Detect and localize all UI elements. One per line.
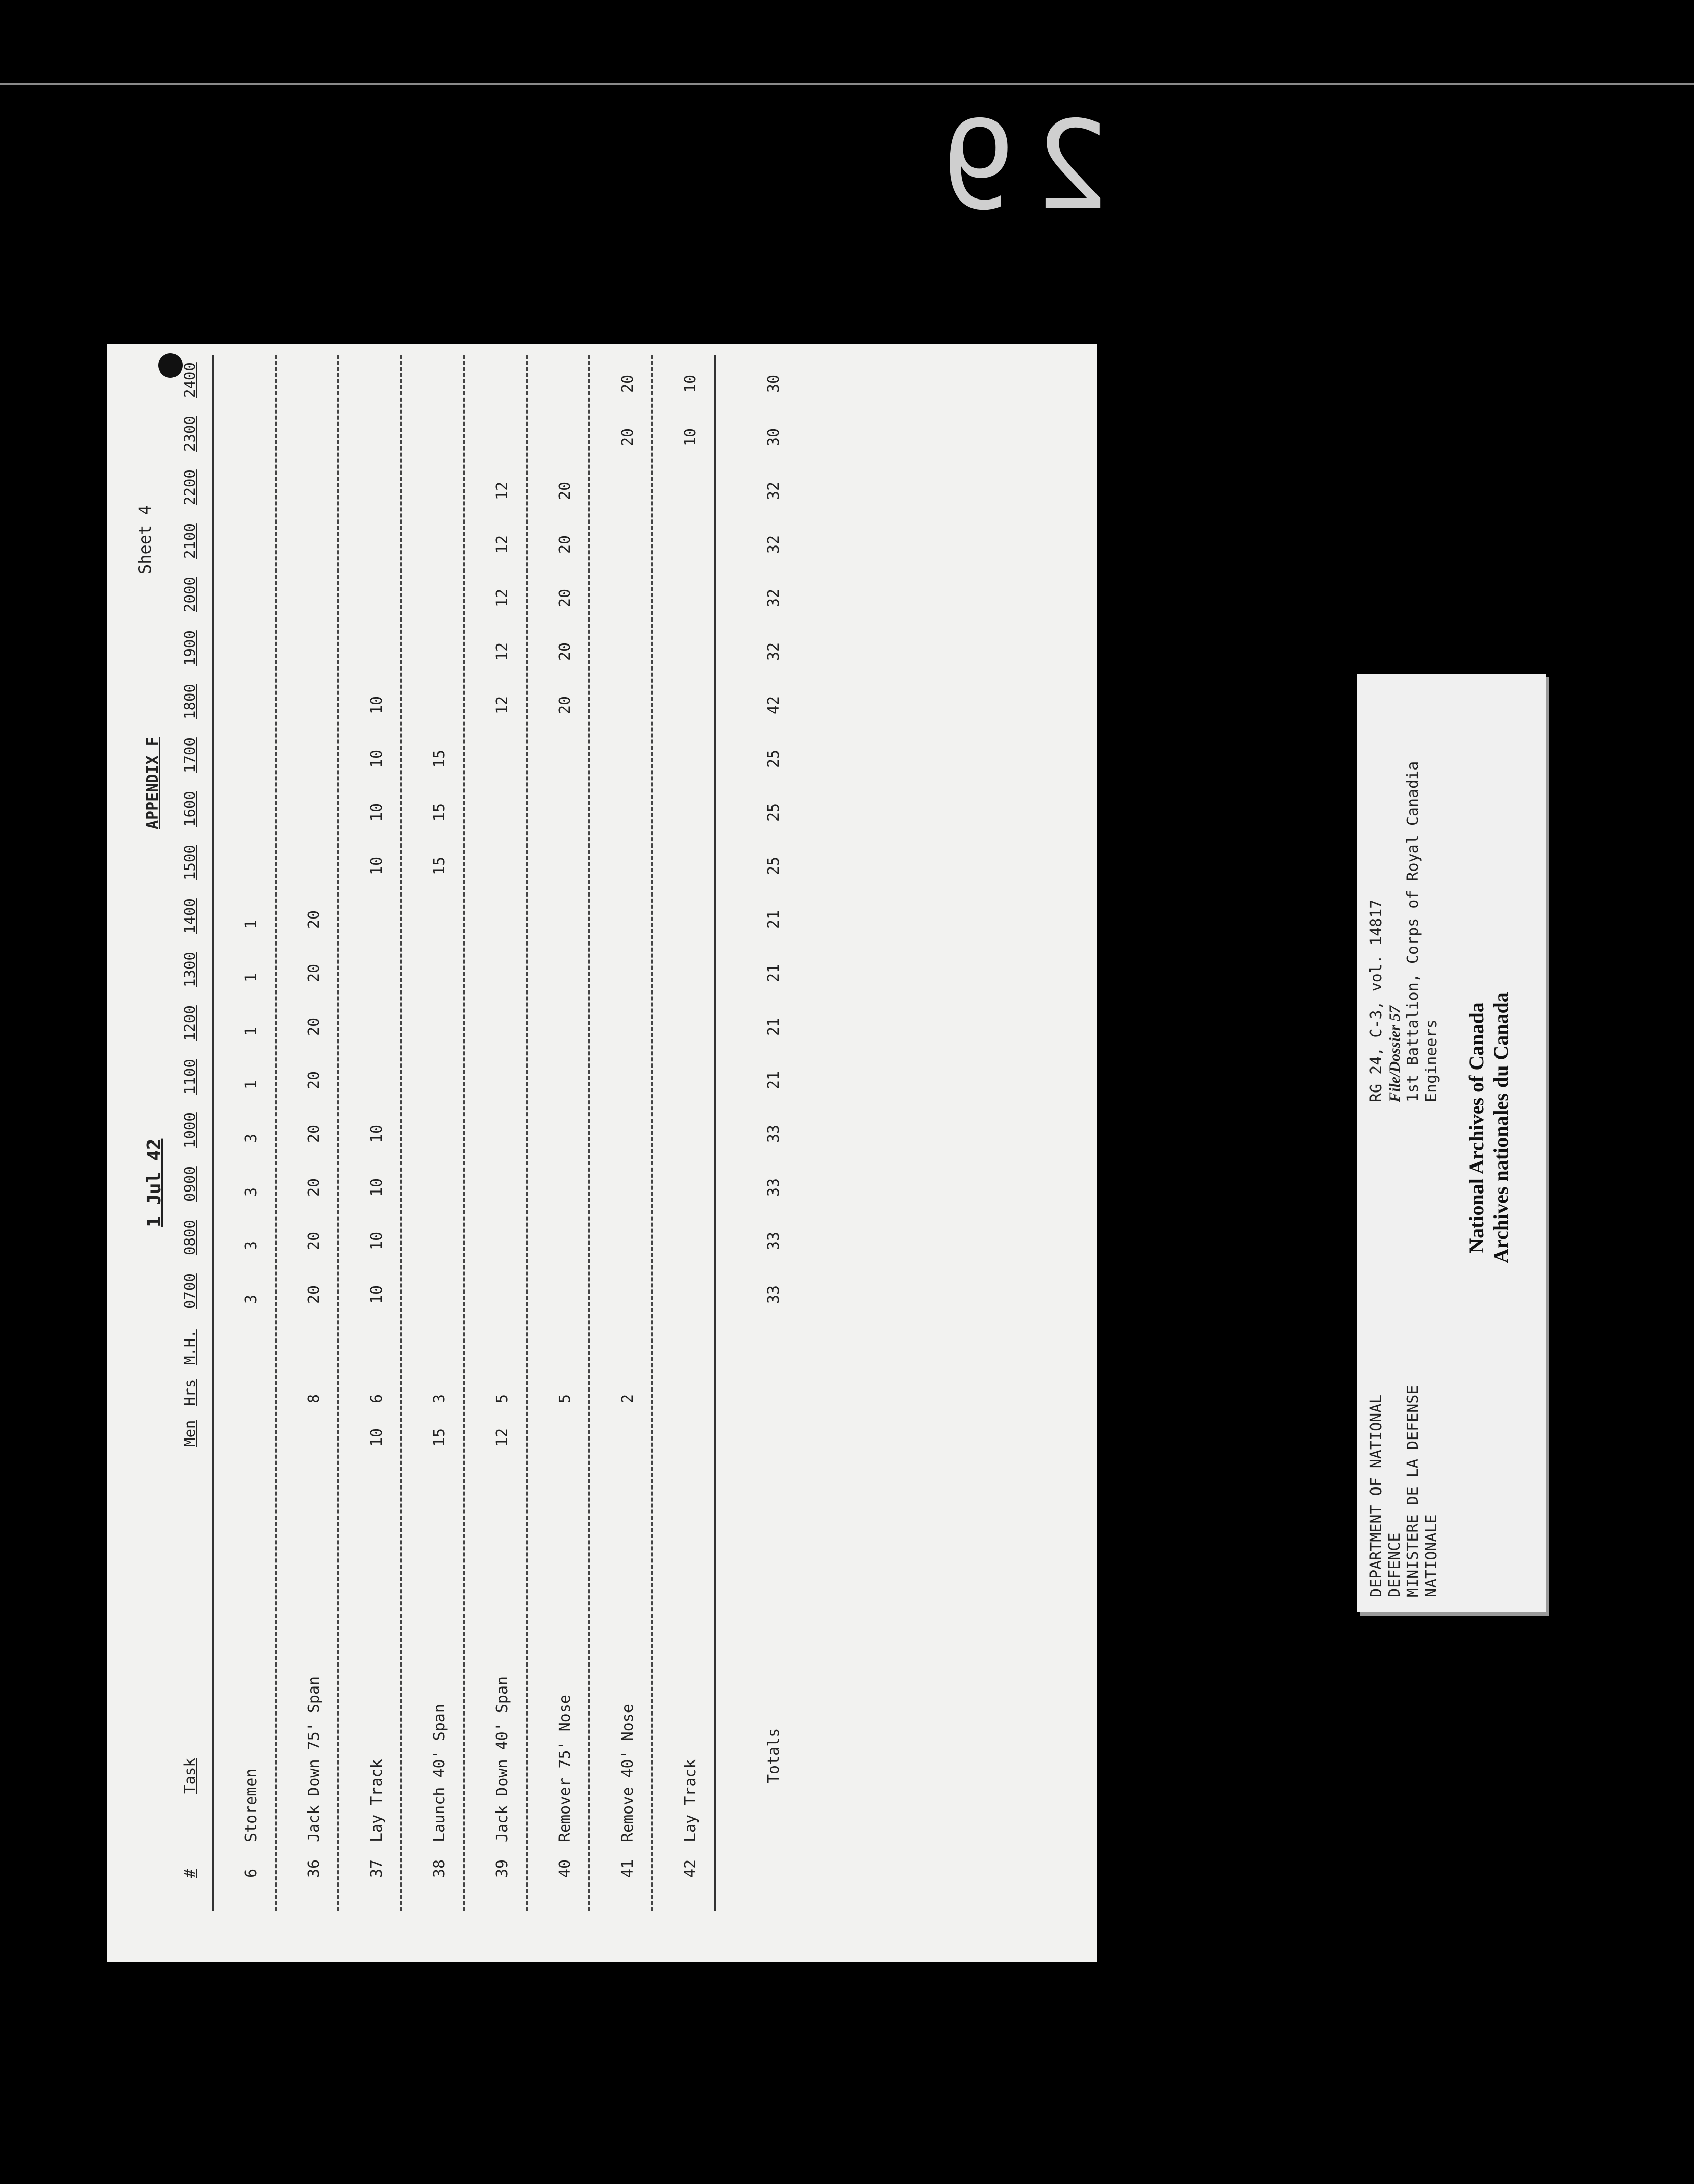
totals-value: 32 [765, 642, 783, 661]
header-men: Men [181, 1420, 198, 1447]
row-hour-value: 10 [368, 1231, 386, 1250]
archives-name-en: National Archives of Canada [1465, 1002, 1488, 1253]
header-hour: 1100 [181, 1059, 198, 1095]
totals-value: 42 [765, 696, 783, 714]
row-hour-value: 3 [242, 1187, 260, 1197]
row-number: 41 [619, 1859, 637, 1878]
header-hour: 1300 [181, 952, 198, 987]
totals-value: 21 [765, 910, 783, 929]
row-hour-value: 10 [682, 374, 700, 393]
row-hour-value: 10 [368, 856, 386, 875]
row-hour-value: 10 [368, 1178, 386, 1197]
row-hour-value: 20 [305, 1231, 323, 1250]
header-hrs: Hrs [181, 1379, 198, 1406]
row-hrs: 6 [368, 1394, 386, 1403]
row-hrs: 2 [619, 1394, 637, 1403]
department-line: MINISTERE DE LA DEFENSE [1404, 1385, 1422, 1597]
totals-value: 32 [765, 535, 783, 554]
row-hour-value: 20 [556, 642, 574, 661]
totals-value: 21 [765, 1071, 783, 1089]
totals-value: 25 [765, 856, 783, 875]
row-hour-value: 3 [242, 1133, 260, 1143]
totals-value: 32 [765, 481, 783, 500]
header-hour: 2300 [181, 416, 198, 452]
header-hour: 1000 [181, 1112, 198, 1148]
header-hour: 2000 [181, 577, 198, 612]
row-men: 10 [368, 1428, 386, 1447]
document-date: 1 Jul 42 [144, 1138, 165, 1227]
totals-value: 33 [765, 1124, 783, 1143]
row-men: 15 [431, 1428, 449, 1447]
totals-value: 33 [765, 1231, 783, 1250]
totals-value: 33 [765, 1178, 783, 1197]
table-rule [463, 355, 465, 1911]
row-hour-value: 10 [368, 696, 386, 714]
archive-label-content [1357, 674, 1546, 1612]
row-hour-value: 20 [305, 1124, 323, 1143]
totals-value: 32 [765, 588, 783, 607]
row-number: 6 [242, 1868, 260, 1878]
archives-name [1464, 771, 1513, 1485]
header-hour: 1400 [181, 898, 198, 934]
row-number: 39 [493, 1859, 511, 1878]
appendix-title: APPENDIX F [144, 737, 162, 829]
row-task: Storemen [242, 1768, 260, 1842]
row-hour-value: 20 [556, 588, 574, 607]
row-task: Jack Down 40' Span [493, 1676, 511, 1842]
archive-label [1357, 674, 1546, 1612]
row-hour-value: 20 [619, 428, 637, 446]
totals-value: 21 [765, 963, 783, 982]
row-hour-value: 15 [431, 749, 449, 768]
row-task: Lay Track [368, 1759, 386, 1842]
row-task: Jack Down 75' Span [305, 1676, 323, 1842]
header-hour: 2100 [181, 523, 198, 559]
header-hour: 1900 [181, 630, 198, 666]
row-number: 38 [431, 1859, 449, 1878]
totals-value: 33 [765, 1285, 783, 1304]
row-hour-value: 20 [305, 910, 323, 929]
department-line: DEFENCE [1386, 1532, 1404, 1597]
header-mh: M.H. [181, 1329, 198, 1365]
row-task: Lay Track [682, 1759, 700, 1842]
table-rule [651, 355, 653, 1911]
totals-value: 25 [765, 803, 783, 822]
header-hour: 1200 [181, 1005, 198, 1041]
reference-line: Engineers [1423, 1019, 1440, 1102]
table-rule [588, 355, 590, 1911]
row-men: 12 [493, 1428, 511, 1447]
row-hour-value: 15 [431, 856, 449, 875]
header-hour: 0700 [181, 1273, 198, 1309]
department-line: NATIONALE [1423, 1514, 1440, 1597]
row-number: 42 [682, 1859, 700, 1878]
row-hour-value: 3 [242, 1240, 260, 1250]
document-content [107, 344, 1097, 1962]
row-hour-value: 20 [305, 963, 323, 982]
table-rule [714, 355, 716, 1911]
row-task: Remove 40' Nose [619, 1704, 637, 1842]
document-sheet [107, 344, 1097, 1962]
table-rule [400, 355, 402, 1911]
row-hour-value: 20 [556, 696, 574, 714]
row-hrs: 5 [493, 1394, 511, 1403]
header-hour: 1600 [181, 791, 198, 827]
row-hour-value: 10 [368, 1124, 386, 1143]
totals-label: Totals [765, 1728, 783, 1783]
row-hour-value: 20 [556, 481, 574, 500]
row-hour-value: 1 [242, 1080, 260, 1089]
frame-number: 29 [921, 94, 1109, 237]
row-hour-value: 10 [368, 1285, 386, 1304]
table-rule [526, 355, 528, 1911]
row-hrs: 3 [431, 1394, 449, 1403]
row-hour-value: 10 [368, 803, 386, 822]
table-rule [337, 355, 339, 1911]
header-task: Task [181, 1758, 198, 1794]
row-hour-value: 20 [305, 1178, 323, 1197]
totals-value: 30 [765, 374, 783, 393]
row-hour-value: 20 [305, 1071, 323, 1089]
header-num: # [181, 1869, 198, 1878]
row-task: Remover 75' Nose [556, 1695, 574, 1842]
row-hour-value: 12 [493, 696, 511, 714]
header-hour: 2200 [181, 469, 198, 505]
department-block [1367, 1230, 1441, 1597]
row-hour-value: 1 [242, 919, 260, 929]
row-hour-value: 12 [493, 535, 511, 554]
header-hour: 0900 [181, 1166, 198, 1202]
header-hour: 1500 [181, 845, 198, 880]
row-hour-value: 1 [242, 973, 260, 982]
header-hour: 0800 [181, 1220, 198, 1255]
row-hour-value: 10 [368, 749, 386, 768]
row-hour-value: 10 [682, 428, 700, 446]
totals-value: 25 [765, 749, 783, 768]
totals-value: 21 [765, 1017, 783, 1036]
row-hour-value: 12 [493, 642, 511, 661]
punch-hole [158, 353, 183, 378]
department-line: DEPARTMENT OF NATIONAL [1367, 1394, 1385, 1597]
totals-value: 30 [765, 428, 783, 446]
row-number: 36 [305, 1859, 323, 1878]
row-hour-value: 12 [493, 481, 511, 500]
header-hour: 2400 [181, 362, 198, 398]
header-hour: 1800 [181, 684, 198, 719]
row-task: Launch 40' Span [431, 1704, 449, 1842]
row-hour-value: 20 [556, 535, 574, 554]
film-edge-line [0, 83, 1694, 85]
sheet-number: Sheet 4 [135, 505, 155, 574]
header-hour: 1700 [181, 737, 198, 773]
row-hour-value: 15 [431, 803, 449, 822]
row-hour-value: 20 [619, 374, 637, 393]
row-hrs: 8 [305, 1394, 323, 1403]
reference-line: File/Dossier 57 [1386, 1005, 1403, 1102]
row-hour-value: 1 [242, 1026, 260, 1036]
row-number: 37 [368, 1859, 386, 1878]
row-hour-value: 20 [305, 1017, 323, 1036]
reference-line: 1st Battalion, Corps of Royal Canadia [1404, 761, 1422, 1102]
row-hour-value: 12 [493, 588, 511, 607]
row-number: 40 [556, 1859, 574, 1878]
archives-name-fr: Archives nationales du Canada [1489, 992, 1512, 1263]
reference-block [1367, 684, 1441, 1102]
row-hour-value: 20 [305, 1285, 323, 1304]
row-hrs: 5 [556, 1394, 574, 1403]
table-rule [275, 355, 277, 1911]
table-rule [212, 355, 214, 1911]
row-hour-value: 3 [242, 1294, 260, 1304]
reference-line: RG 24, C-3, vol. 14817 [1367, 899, 1385, 1102]
